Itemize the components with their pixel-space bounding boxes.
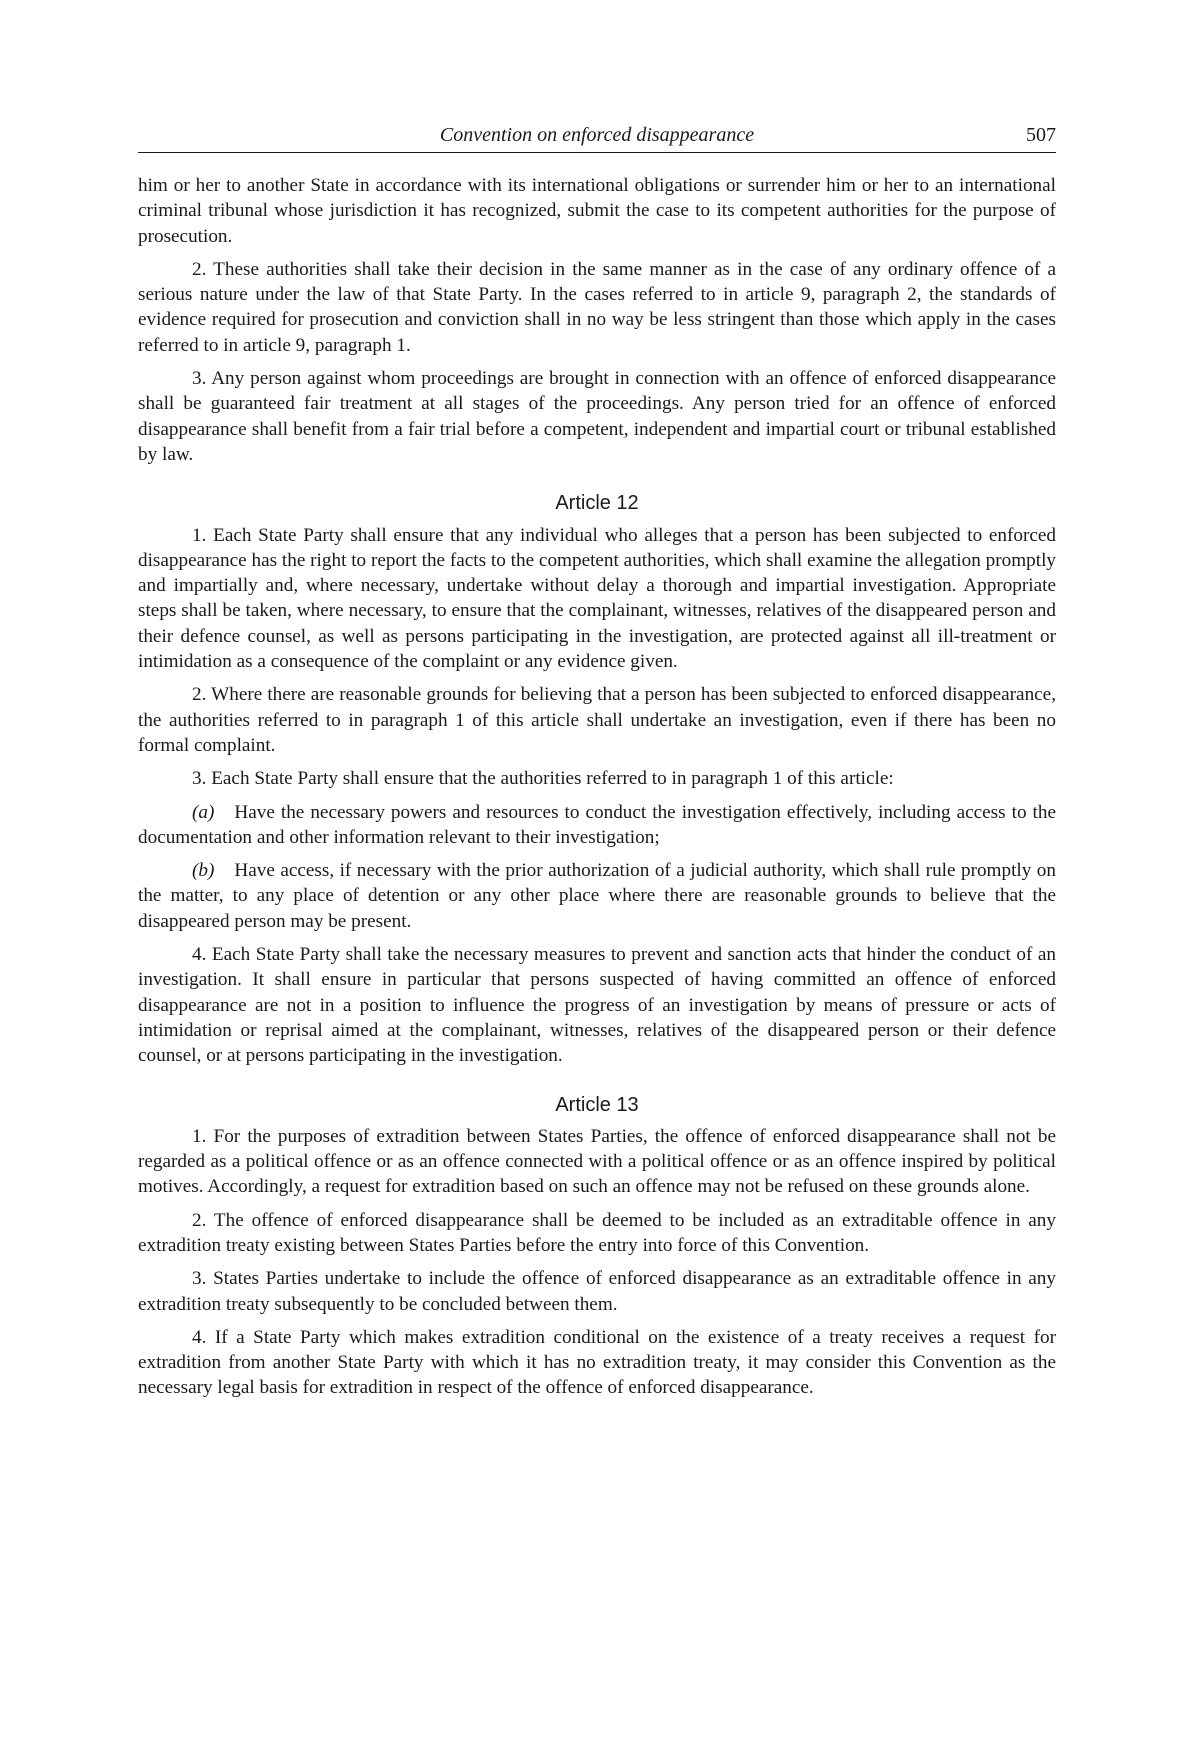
paragraph-article12-4: 4. Each State Party shall take the necessary measures to prevent and sanction acts that hinder the conduct of an investigation. It shall ensure in particular that persons suspected of having committed an offence of enforced disappearance are not in a position to influence the progress of an investigation by means of pressure or acts of intimidation or reprisal aimed at the complainant, witnesses, relatives of the disappeared person or their defence counsel, or at persons participating in the investigation. <box>138 944 1056 1067</box>
document-page <box>138 120 1056 1409</box>
running-header <box>138 120 1056 153</box>
paragraph-article13-1: 1. For the purposes of extradition between States Parties, the offence of enforced disappearance shall not be regarded as a political offence or as an offence connected with a political offence or as an offence inspired by political motives. Accordingly, a request for extradition based on such an offence may not be refused on these grounds alone. <box>138 1125 1056 1198</box>
paragraph-article11-3: 3. Any person against whom proceedings are brought in connection with an offence of enforced disappearance shall be guaranteed fair treatment at all stages of the proceedings. Any person tried for an offence of enforced disappearance shall benefit from a fair trial before a competent, independent and impartial court or tribunal established by law. <box>138 368 1056 465</box>
running-title: Convention on enforced disappearance <box>439 124 755 146</box>
paragraph-continuation: him or her to another State in accordance with its international obligations or surrender him or her to an international criminal tribunal whose jurisdiction it has recognized, submit the case to its competent authorities for the purpose of prosecution. <box>138 175 1056 247</box>
article-12-heading: Article 12 <box>555 492 639 515</box>
document-body <box>138 173 1056 1401</box>
article-13-heading: Article 13 <box>555 1093 639 1116</box>
paragraph-article12-2: 2. Where there are reasonable grounds for believing that a person has been subjected to enforced disappearance, the authorities referred to in paragraph 1 of this article shall undertake an investigation, even if there has been no formal complaint. <box>138 684 1056 756</box>
subparagraph-marker: (a) <box>192 801 215 823</box>
subparagraph-text: Have the necessary powers and resources to conduct the investigation effectively, including access to the documentation and other information relevant to their investigation; <box>138 801 1056 848</box>
subparagraph-article12-3a <box>138 800 1056 851</box>
paragraph-article13-4: 4. If a State Party which makes extradition conditional on the existence of a treaty receives a request for extradition from another State Party with which it has no extradition treaty, it may consider this Convention as the necessary legal basis for extradition in respect of the offence of enforced disappearance. <box>138 1326 1056 1399</box>
subparagraph-marker: (b) <box>192 860 215 882</box>
paragraph-article13-3: 3. States Parties undertake to include the offence of enforced disappearance as an extraditable offence in any extradition treaty subsequently to be concluded between them. <box>138 1268 1056 1315</box>
paragraph-article12-3: 3. Each State Party shall ensure that the authorities referred to in paragraph 1 of this article: <box>192 768 894 790</box>
subparagraph-text: Have access, if necessary with the prior authorization of a judicial authority, which shall rule promptly on the matter, to any place of detention or any other place where there are reasonable grounds to believe that the disappeared person may be present. <box>138 860 1056 932</box>
subparagraph-article12-3b <box>138 858 1056 934</box>
paragraph-article12-1: 1. Each State Party shall ensure that any individual who alleges that a person has been subjected to enforced disappearance has the right to report the facts to the competent authorities, which shall examine the allegation promptly and impartially and, where necessary, undertake without delay a thorough and impartial investigation. Appropriate steps shall be taken, where necessary, to ensure that the complainant, witnesses, relatives of the disappeared person and their defence counsel, as well as persons participating in the investigation, are protected against all ill-treatment or intimidation as a consequence of the complaint or any evidence given. <box>138 524 1056 673</box>
paragraph-article13-2: 2. The offence of enforced disappearance shall be deemed to be included as an extraditable offence in any extradition treaty existing between States Parties before the entry into force of this Convention. <box>138 1209 1056 1256</box>
paragraph-article11-2: 2. These authorities shall take their decision in the same manner as in the case of any ordinary offence of a serious nature under the law of that State Party. In the cases referred to in article 9, paragraph 2, the standards of evidence required for prosecution and conviction shall in no way be less stringent than those which apply in the cases referred to in article 9, paragraph 1. <box>138 258 1056 356</box>
page-number: 507 <box>1026 124 1056 146</box>
